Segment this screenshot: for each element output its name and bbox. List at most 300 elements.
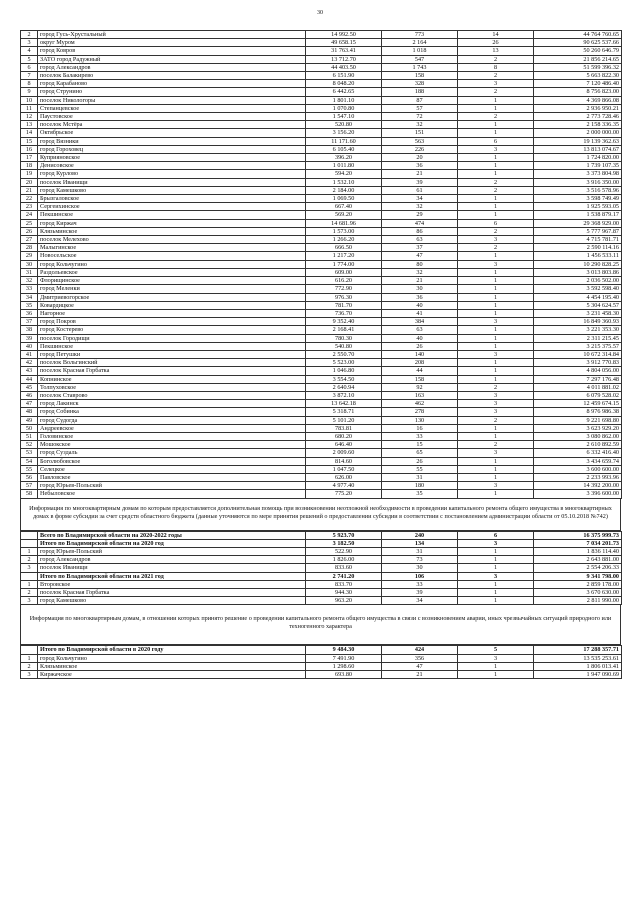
row-number: 2 xyxy=(21,31,38,39)
cost-value: 4 715 781.71 xyxy=(534,236,622,244)
municipality-name: город Гусь-Хрустальный xyxy=(38,31,306,39)
table-row xyxy=(21,121,622,129)
row-number: 29 xyxy=(21,252,38,260)
municipality-name: город Кольчугино xyxy=(38,654,306,662)
table-row xyxy=(21,350,622,358)
area-value: 775.20 xyxy=(306,490,382,498)
municipality-name: город Карабаново xyxy=(38,80,306,88)
homes-value: 14 xyxy=(458,31,534,39)
area-value: 666.50 xyxy=(306,244,382,252)
residents-value: 278 xyxy=(382,408,458,416)
info-subsidy-note: Информация по многоквартирным домам по которым предоставляется дополнительная помощь при возникновении неотложной необходимости в проведении капитального ремонта общего имущества в многоквартирных домах в форме субсидии за счет средств областного бюджета (данные уточняются по мере принятия решений о предоставлении субсидии в соответствии с постановлением администрации области от 05.10.2018 №742) xyxy=(20,499,621,531)
residents-value: 21 xyxy=(382,277,458,285)
cost-value: 7 297 176.48 xyxy=(534,375,622,383)
municipality-name: Пекшинское xyxy=(38,342,306,350)
table-row xyxy=(21,473,622,481)
homes-value: 1 xyxy=(458,195,534,203)
homes-value: 1 xyxy=(458,457,534,465)
municipality-name: Флорищинское xyxy=(38,277,306,285)
table-row xyxy=(21,145,622,153)
residents-value: 80 xyxy=(382,260,458,268)
table-row xyxy=(21,47,622,55)
area-value: 976.30 xyxy=(306,293,382,301)
row-number: 44 xyxy=(21,375,38,383)
row-number: 13 xyxy=(21,121,38,129)
cost-value: 3 516 578.96 xyxy=(534,186,622,194)
municipality-name: Киржачское xyxy=(38,671,306,679)
homes-value: 1 xyxy=(458,556,534,564)
cost-value: 51 599 396.32 xyxy=(534,63,622,71)
row-number: 2 xyxy=(21,589,38,597)
row-number: 10 xyxy=(21,96,38,104)
homes-value: 26 xyxy=(458,39,534,47)
municipality-name: город Кольчугино xyxy=(38,260,306,268)
row-number: 3 xyxy=(21,671,38,679)
table-row xyxy=(21,260,622,268)
cost-value: 1 925 593.05 xyxy=(534,203,622,211)
homes-value: 6 xyxy=(458,219,534,227)
area-value: 14 681.96 xyxy=(306,219,382,227)
municipality-name: город Лакинск xyxy=(38,400,306,408)
row-number: 32 xyxy=(21,277,38,285)
area-value: 6 442.65 xyxy=(306,88,382,96)
residents-value: 37 xyxy=(382,244,458,252)
row-number: 14 xyxy=(21,129,38,137)
municipality-name: Итого по Владимирской области в 2020 году xyxy=(38,646,306,654)
homes-value: 1 xyxy=(458,662,534,670)
homes-value: 3 xyxy=(458,350,534,358)
residents-value: 158 xyxy=(382,72,458,80)
cost-value: 2 158 336.35 xyxy=(534,121,622,129)
municipality-name: Дмитриевогорское xyxy=(38,293,306,301)
residents-value: 31 xyxy=(382,547,458,555)
residents-value: 32 xyxy=(382,268,458,276)
area-value: 6 105.40 xyxy=(306,145,382,153)
homes-value: 3 xyxy=(458,482,534,490)
residents-value: 15 xyxy=(382,441,458,449)
area-value: 944.30 xyxy=(306,589,382,597)
area-value: 963.20 xyxy=(306,597,382,605)
residents-value: 547 xyxy=(382,55,458,63)
municipality-name: Сергеихинское xyxy=(38,203,306,211)
table-row xyxy=(21,465,622,473)
cost-value: 5 304 624.57 xyxy=(534,301,622,309)
residents-value: 36 xyxy=(382,293,458,301)
municipality-table xyxy=(20,30,622,499)
homes-value: 8 xyxy=(458,63,534,71)
residents-value: 208 xyxy=(382,359,458,367)
area-value: 1 069.50 xyxy=(306,195,382,203)
cost-value: 3 623 929.20 xyxy=(534,424,622,432)
page-number: 30 xyxy=(317,10,323,16)
table-row xyxy=(21,400,622,408)
area-value: 396.20 xyxy=(306,154,382,162)
homes-value: 1 xyxy=(458,203,534,211)
row-number: 1 xyxy=(21,547,38,555)
area-value: 13 712.70 xyxy=(306,55,382,63)
table-row xyxy=(21,408,622,416)
row-number: 48 xyxy=(21,408,38,416)
municipality-name: Всего по Владимирской области на 2020-2022 годы xyxy=(38,531,306,539)
homes-value: 1 xyxy=(458,252,534,260)
cost-value: 7 034 201.73 xyxy=(534,539,622,547)
area-value: 1 217.20 xyxy=(306,252,382,260)
row-number: 24 xyxy=(21,211,38,219)
table-row xyxy=(21,96,622,104)
residents-value: 474 xyxy=(382,219,458,227)
row-number: 17 xyxy=(21,154,38,162)
cost-value: 2 000 000.00 xyxy=(534,129,622,137)
municipality-name: Селецкое xyxy=(38,465,306,473)
homes-value: 1 xyxy=(458,424,534,432)
total-row xyxy=(21,539,622,547)
cost-value: 3 080 862.00 xyxy=(534,432,622,440)
homes-value: 1 xyxy=(458,671,534,679)
municipality-name: Второвское xyxy=(38,580,306,588)
row-number: 7 xyxy=(21,72,38,80)
cost-value: 3 912 770.83 xyxy=(534,359,622,367)
row-number: 36 xyxy=(21,309,38,317)
table-row xyxy=(21,186,622,194)
cost-value: 13 535 253.61 xyxy=(534,654,622,662)
residents-value: 57 xyxy=(382,104,458,112)
row-number: 3 xyxy=(21,39,38,47)
residents-value: 41 xyxy=(382,309,458,317)
cost-value: 1 806 013.41 xyxy=(534,662,622,670)
homes-value: 3 xyxy=(458,654,534,662)
homes-value: 1 xyxy=(458,547,534,555)
table-row xyxy=(21,244,622,252)
cost-value: 16 849 360.93 xyxy=(534,318,622,326)
table-row xyxy=(21,309,622,317)
residents-value: 29 xyxy=(382,211,458,219)
cost-value: 2 554 206.33 xyxy=(534,564,622,572)
total-row xyxy=(21,572,622,580)
homes-value: 5 xyxy=(458,646,534,654)
homes-value: 1 xyxy=(458,121,534,129)
municipality-name: поселок Городищи xyxy=(38,334,306,342)
row-number: 40 xyxy=(21,342,38,350)
table-row xyxy=(21,367,622,375)
area-value: 569.20 xyxy=(306,211,382,219)
residents-value: 39 xyxy=(382,178,458,186)
row-number: 3 xyxy=(21,597,38,605)
cost-value: 10 672 314.84 xyxy=(534,350,622,358)
area-value: 667.40 xyxy=(306,203,382,211)
area-value: 3 872.10 xyxy=(306,391,382,399)
area-value: 781.70 xyxy=(306,301,382,309)
cost-value: 2 311 215.45 xyxy=(534,334,622,342)
cost-value: 3 215 375.57 xyxy=(534,342,622,350)
residents-value: 424 xyxy=(382,646,458,654)
row-number: 49 xyxy=(21,416,38,424)
table-row xyxy=(21,424,622,432)
row-number: 37 xyxy=(21,318,38,326)
cost-value: 1 947 090.69 xyxy=(534,671,622,679)
homes-value: 6 xyxy=(458,531,534,539)
municipality-name: город Гороховец xyxy=(38,145,306,153)
residents-value: 32 xyxy=(382,203,458,211)
area-value: 646.40 xyxy=(306,441,382,449)
residents-value: 188 xyxy=(382,88,458,96)
area-value: 6 151.90 xyxy=(306,72,382,80)
area-value: 594.20 xyxy=(306,170,382,178)
cost-value: 5 663 822.30 xyxy=(534,72,622,80)
cost-value: 44 764 760.65 xyxy=(534,31,622,39)
residents-value: 163 xyxy=(382,391,458,399)
area-value: 772.90 xyxy=(306,285,382,293)
row-number: 52 xyxy=(21,441,38,449)
municipality-name: город Юрьев-Польский xyxy=(38,547,306,555)
table-row xyxy=(21,293,622,301)
row-number: 39 xyxy=(21,334,38,342)
area-value: 1 046.80 xyxy=(306,367,382,375)
residents-value: 21 xyxy=(382,170,458,178)
municipality-name: город Петушки xyxy=(38,350,306,358)
area-value: 4 977.40 xyxy=(306,482,382,490)
municipality-name: Головинское xyxy=(38,432,306,440)
table-row xyxy=(21,416,622,424)
row-number: 16 xyxy=(21,145,38,153)
area-value: 3 182.50 xyxy=(306,539,382,547)
row-number: 42 xyxy=(21,359,38,367)
residents-value: 61 xyxy=(382,186,458,194)
homes-value: 1 xyxy=(458,326,534,334)
municipality-name: Павловское xyxy=(38,473,306,481)
area-value: 11 171.60 xyxy=(306,137,382,145)
table-row xyxy=(21,63,622,71)
homes-value: 1 xyxy=(458,96,534,104)
table-row xyxy=(21,326,622,334)
table-row xyxy=(21,72,622,80)
area-value: 2 640.94 xyxy=(306,383,382,391)
homes-value: 2 xyxy=(458,441,534,449)
residents-value: 86 xyxy=(382,227,458,235)
area-value: 7 491.90 xyxy=(306,654,382,662)
area-value: 680.20 xyxy=(306,432,382,440)
municipality-name: Степанцевское xyxy=(38,104,306,112)
residents-value: 20 xyxy=(382,154,458,162)
cost-value: 7 120 486.40 xyxy=(534,80,622,88)
area-value: 833.70 xyxy=(306,580,382,588)
area-value: 626.00 xyxy=(306,473,382,481)
municipality-name: город Александров xyxy=(38,63,306,71)
residents-value: 31 xyxy=(382,473,458,481)
homes-value: 3 xyxy=(458,260,534,268)
area-value: 833.60 xyxy=(306,564,382,572)
area-value: 13 642.18 xyxy=(306,400,382,408)
row-number: 9 xyxy=(21,88,38,96)
municipality-name: Малыгинское xyxy=(38,244,306,252)
area-value: 3 156.20 xyxy=(306,129,382,137)
cost-value: 1 538 879.17 xyxy=(534,211,622,219)
area-value: 522.90 xyxy=(306,547,382,555)
table-row xyxy=(21,88,622,96)
table-row xyxy=(21,236,622,244)
residents-value: 55 xyxy=(382,465,458,473)
row-number: 11 xyxy=(21,104,38,112)
table-row xyxy=(21,80,622,88)
residents-value: 34 xyxy=(382,195,458,203)
cost-value: 50 260 646.79 xyxy=(534,47,622,55)
row-number: 33 xyxy=(21,285,38,293)
row-number: 27 xyxy=(21,236,38,244)
cost-value: 2 859 178.00 xyxy=(534,580,622,588)
residents-value: 30 xyxy=(382,564,458,572)
homes-value: 1 xyxy=(458,309,534,317)
residents-value: 1 018 xyxy=(382,47,458,55)
residents-value: 462 xyxy=(382,400,458,408)
homes-value: 1 xyxy=(458,104,534,112)
area-value: 783.81 xyxy=(306,424,382,432)
cost-value: 2 643 881.00 xyxy=(534,556,622,564)
row-number: 6 xyxy=(21,63,38,71)
area-value: 5 318.71 xyxy=(306,408,382,416)
row-number: 51 xyxy=(21,432,38,440)
homes-value: 1 xyxy=(458,285,534,293)
homes-value: 3 xyxy=(458,391,534,399)
homes-value: 2 xyxy=(458,186,534,194)
homes-value: 1 xyxy=(458,564,534,572)
row-number: 34 xyxy=(21,293,38,301)
area-value: 1 826.00 xyxy=(306,556,382,564)
cost-value: 2 590 114.16 xyxy=(534,244,622,252)
homes-value: 3 xyxy=(458,539,534,547)
cost-value: 14 392 200.00 xyxy=(534,482,622,490)
table-row xyxy=(21,391,622,399)
residents-value: 72 xyxy=(382,113,458,121)
homes-value: 2 xyxy=(458,178,534,186)
homes-value: 13 xyxy=(458,47,534,55)
residents-value: 130 xyxy=(382,416,458,424)
row-number: 15 xyxy=(21,137,38,145)
area-value: 1 547.10 xyxy=(306,113,382,121)
row-number xyxy=(21,539,38,547)
municipality-name: Паустовское xyxy=(38,113,306,121)
row-number: 50 xyxy=(21,424,38,432)
municipality-name: город Струнино xyxy=(38,88,306,96)
table-row xyxy=(21,195,622,203)
table-row xyxy=(21,170,622,178)
municipality-name: Клязьминское xyxy=(38,227,306,235)
homes-value: 3 xyxy=(458,236,534,244)
row-number: 35 xyxy=(21,301,38,309)
cost-value: 1 724 820.00 xyxy=(534,154,622,162)
residents-value: 26 xyxy=(382,342,458,350)
municipality-name: поселок Красная Горбатка xyxy=(38,367,306,375)
row-number: 55 xyxy=(21,465,38,473)
table-row xyxy=(21,219,622,227)
area-value: 540.80 xyxy=(306,342,382,350)
row-number: 31 xyxy=(21,268,38,276)
cost-value: 1 836 114.40 xyxy=(534,547,622,555)
cost-value: 2 036 502.00 xyxy=(534,277,622,285)
row-number: 2 xyxy=(21,662,38,670)
homes-value: 1 xyxy=(458,301,534,309)
cost-value: 3 670 630.00 xyxy=(534,589,622,597)
table-row xyxy=(21,268,622,276)
row-number: 18 xyxy=(21,162,38,170)
homes-value: 1 xyxy=(458,432,534,440)
cost-value: 2 773 728.46 xyxy=(534,113,622,121)
cost-value: 1 456 533.11 xyxy=(534,252,622,260)
area-value: 9 484.30 xyxy=(306,646,382,654)
residents-value: 1 743 xyxy=(382,63,458,71)
cost-value: 2 233 993.96 xyxy=(534,473,622,481)
residents-value: 40 xyxy=(382,301,458,309)
residents-value: 21 xyxy=(382,671,458,679)
residents-value: 39 xyxy=(382,589,458,597)
municipality-name: город Ковров xyxy=(38,47,306,55)
table-row xyxy=(21,211,622,219)
cost-value: 1 739 107.35 xyxy=(534,162,622,170)
area-value: 3 554.50 xyxy=(306,375,382,383)
municipality-name: город Суздаль xyxy=(38,449,306,457)
total-row xyxy=(21,531,622,539)
residents-value: 30 xyxy=(382,285,458,293)
area-value: 2 168.41 xyxy=(306,326,382,334)
municipality-name: Мошокское xyxy=(38,441,306,449)
table-row xyxy=(21,137,622,145)
row-number: 53 xyxy=(21,449,38,457)
area-value: 1 298.60 xyxy=(306,662,382,670)
row-number: 20 xyxy=(21,178,38,186)
homes-value: 3 xyxy=(458,408,534,416)
row-number: 3 xyxy=(21,564,38,572)
municipality-name: поселок Иванищи xyxy=(38,178,306,186)
area-value: 2 009.60 xyxy=(306,449,382,457)
row-number: 2 xyxy=(21,556,38,564)
residents-value: 65 xyxy=(382,449,458,457)
residents-value: 26 xyxy=(382,457,458,465)
table-row xyxy=(21,55,622,63)
residents-value: 106 xyxy=(382,572,458,580)
homes-value: 1 xyxy=(458,589,534,597)
row-number: 58 xyxy=(21,490,38,498)
homes-value: 1 xyxy=(458,465,534,473)
table-row xyxy=(21,671,622,679)
table-row xyxy=(21,252,622,260)
area-value: 1 532.10 xyxy=(306,178,382,186)
table-row xyxy=(21,597,622,605)
municipality-name: Новосельское xyxy=(38,252,306,260)
table-row xyxy=(21,662,622,670)
cost-value: 4 804 056.00 xyxy=(534,367,622,375)
area-value: 1 801.10 xyxy=(306,96,382,104)
homes-value: 1 xyxy=(458,154,534,162)
table-row xyxy=(21,318,622,326)
table-row xyxy=(21,154,622,162)
residents-value: 92 xyxy=(382,383,458,391)
table-row xyxy=(21,441,622,449)
municipality-name: город Вязники xyxy=(38,137,306,145)
municipality-name: ЗАТО город Радужный xyxy=(38,55,306,63)
cost-value: 12 459 674.15 xyxy=(534,400,622,408)
row-number: 54 xyxy=(21,457,38,465)
homes-value: 3 xyxy=(458,80,534,88)
table-row xyxy=(21,482,622,490)
cost-value: 4 454 195.40 xyxy=(534,293,622,301)
municipality-name: город Покров xyxy=(38,318,306,326)
homes-value: 3 xyxy=(458,318,534,326)
municipality-name: город Киржач xyxy=(38,219,306,227)
table-row xyxy=(21,432,622,440)
table-row xyxy=(21,129,622,137)
table-row xyxy=(21,449,622,457)
area-value: 1 774.00 xyxy=(306,260,382,268)
table-row xyxy=(21,383,622,391)
homes-value: 2 xyxy=(458,88,534,96)
